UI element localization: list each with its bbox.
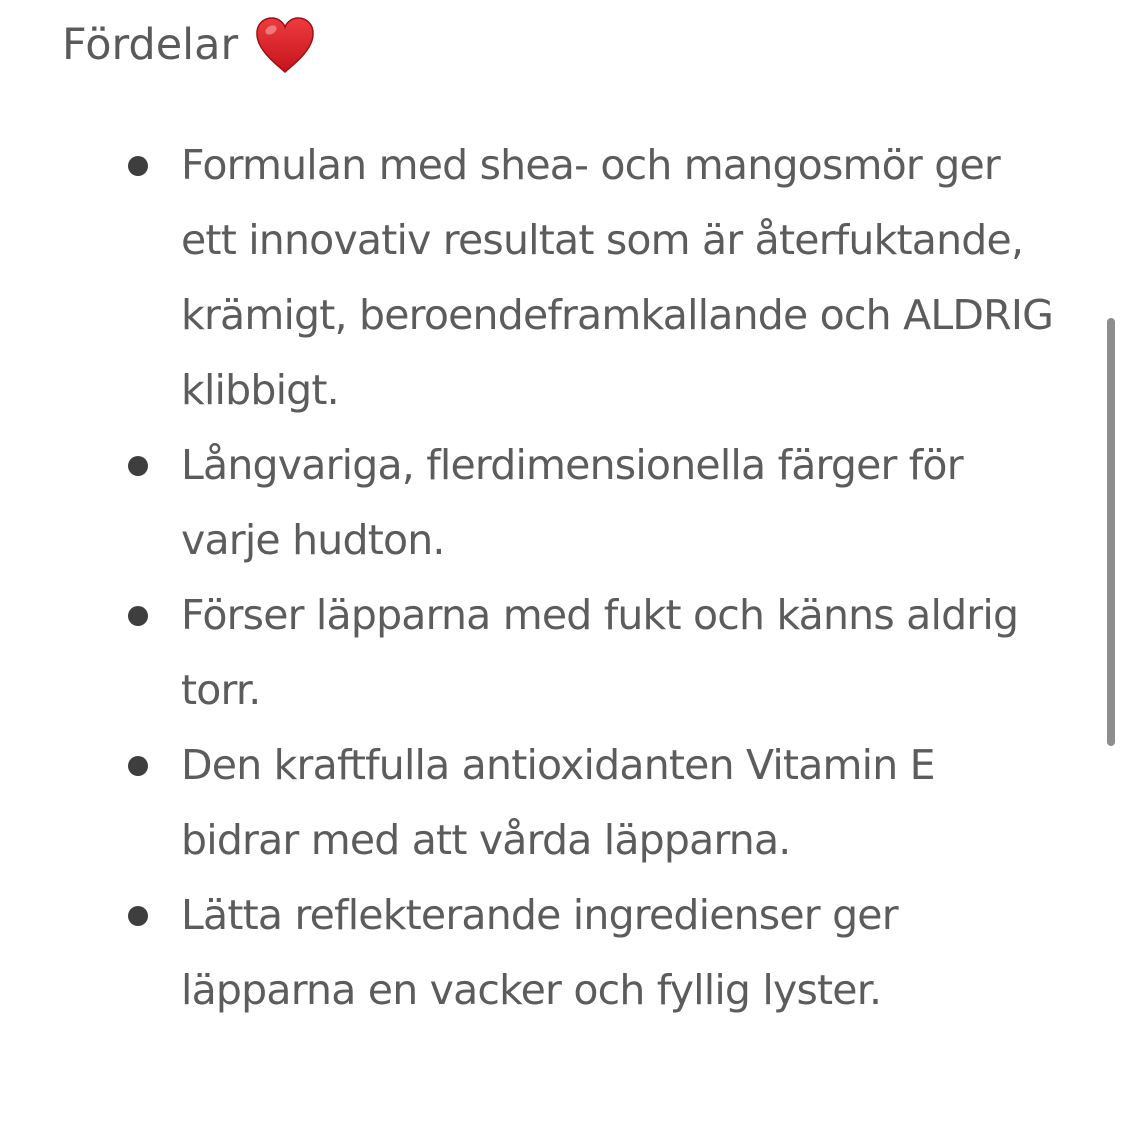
red-heart-icon [254,16,316,74]
heading-text: Fördelar [62,20,239,70]
list-item-text: Den kraftfulla antioxidanten Vitamin E bidrar med att vårda läpparna. [181,741,935,864]
list-item [0,428,1061,578]
bullet-icon [128,456,148,476]
list-item-text: Långvariga, flerdimensionella färger för varje hudton. [181,441,963,564]
list-item [0,128,1061,428]
benefits-list [0,128,1100,1028]
list-item [0,878,1061,1028]
list-item [0,728,1061,878]
bullet-icon [128,756,148,776]
list-item-text: Formulan med shea- och mangosmör ger ett innovativ resultat som är återfuktande, krämigt, beroendeframkallande och ALDRIG klibbigt. [181,141,1054,414]
list-item-text: Förser läpparna med fukt och känns aldrig torr. [181,591,1019,714]
list-item [0,578,1061,728]
list-item-text: Lätta reflekterande ingredienser ger läpparna en vacker och fyllig lyster. [181,891,898,1014]
bullet-icon [128,156,148,176]
bullet-icon [128,606,148,626]
vertical-scrollbar[interactable] [1107,318,1115,746]
section-heading [62,14,316,76]
bullet-icon [128,906,148,926]
